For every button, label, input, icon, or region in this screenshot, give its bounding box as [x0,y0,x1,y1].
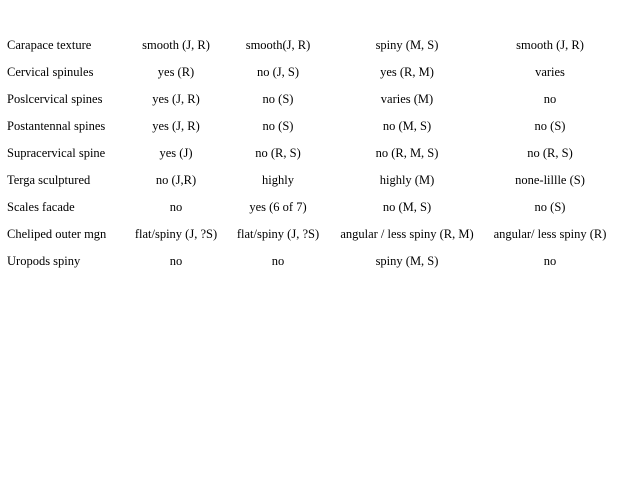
table-row [4,167,615,194]
table-cell: flat/spiny (J, ?S) [236,227,320,241]
row-label: Poslcervical spines [7,92,103,106]
table-cell: smooth (J, R) [142,38,210,52]
table-cell: no (M, S) [382,119,432,133]
table-cell: highly [262,173,294,187]
table-cell: no (S) [534,200,566,214]
table-cell: spiny (M, S) [375,38,439,52]
table-cell: no (R, S) [255,146,301,160]
table-cell: yes (6 of 7) [249,200,307,214]
table-row [4,86,615,113]
table-cell: smooth (J, R) [516,38,584,52]
table-cell: yes (J, R) [152,92,200,106]
table-cell: yes (J) [159,146,193,160]
table-cell: varies [535,65,565,79]
trait-comparison-table [4,32,615,275]
table-cell: no (S) [262,92,294,106]
table-row [4,32,615,59]
table-row [4,59,615,86]
table-cell: no [169,254,183,268]
table-cell: yes (R) [157,65,195,79]
table-row [4,194,615,221]
table-cell: no (J, S) [256,65,300,79]
table-row [4,248,615,275]
table-body [4,32,615,275]
table-cell: angular / less spiny (R, M) [340,227,474,241]
table-cell: no (S) [262,119,294,133]
table-cell: no (R, M, S) [375,146,439,160]
table-cell: yes (R, M) [380,65,434,79]
row-label: Uropods spiny [7,254,81,268]
table-cell: highly (M) [379,173,435,187]
table-cell: none-lillle (S) [515,173,585,187]
row-label: Scales facade [7,200,75,214]
table-cell: yes (J, R) [152,119,200,133]
table-cell: varies (M) [380,92,434,106]
row-label: Supracervical spine [7,146,106,160]
row-label: Cervical spinules [7,65,94,79]
table-row [4,221,615,248]
table-cell: no (S) [534,119,566,133]
table-cell: angular/ less spiny (R) [493,227,607,241]
row-label: Cheliped outer mgn [7,227,107,241]
table-cell: no (M, S) [382,200,432,214]
table-cell: flat/spiny (J, ?S) [134,227,218,241]
table-cell: no [543,92,557,106]
table-cell: no (R, S) [527,146,573,160]
table-row [4,113,615,140]
row-label: Postantennal spines [7,119,106,133]
table-cell: no [543,254,557,268]
table-cell: smooth(J, R) [245,38,311,52]
table-cell: no [169,200,183,214]
table-cell: spiny (M, S) [375,254,439,268]
table-cell: no [271,254,285,268]
row-label: Carapace texture [7,38,92,52]
row-label: Terga sculptured [7,173,91,187]
table-row [4,140,615,167]
table-cell: no (J,R) [155,173,197,187]
